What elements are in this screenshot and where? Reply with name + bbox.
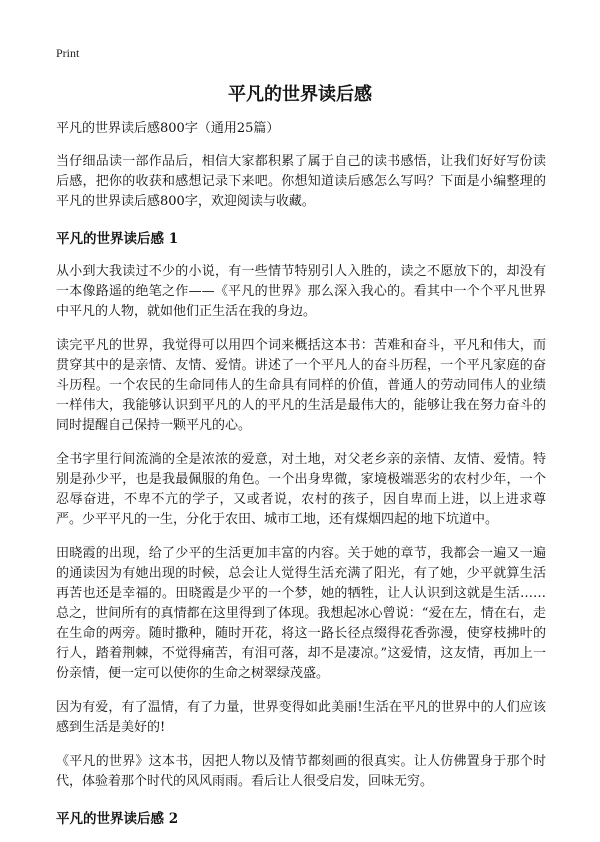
section-1-paragraph-5: 因为有爱，有了温情，有了力量，世界变得如此美丽!生活在平凡的世界中的人们应该感到生活是美好的!	[56, 700, 546, 735]
document-title: 平凡的世界读后感	[228, 84, 372, 105]
document-subtitle: 平凡的世界读后感800字（通用25篇）	[56, 121, 280, 136]
document-body	[56, 120, 546, 842]
section-heading-1: 平凡的世界读后感 1	[56, 231, 179, 247]
section-1-paragraph-2: 读完平凡的世界，我觉得可以用四个词来概括这本书：苦难和奋斗，平凡和伟大，而贯穿其中的是亲情、友情、爱情。讲述了一个平凡人的奋斗历程，一个平凡家庭的奋斗历程。一个农民的生命同伟人的生命具有同样的价值，普通人的劳动同伟人的业绩一样伟大，我能够认识到平凡的人的平凡的生活是最伟大的，能够让我在努力奋斗的同时提醒自己保持一颗平凡的心。	[56, 338, 546, 433]
intro-paragraph: 当仔细品读一部作品后，相信大家都积累了属于自己的读书感悟，让我们好好写份读后感，把你的收获和感想记录下来吧。你想知道读后感怎么写吗？下面是小编整理的平凡的世界读后感800字，欢迎阅读与收藏。	[56, 154, 546, 209]
section-1-paragraph-6: 《平凡的世界》这本书，因把人物以及情节都刻画的很真实。让人仿佛置身于那个时代，体验着那个时代的风风雨雨。看后让人很受启发，回味无穷。	[56, 754, 546, 789]
print-link[interactable]: Print	[56, 46, 80, 60]
section-heading-2: 平凡的世界读后感 2	[56, 811, 179, 827]
section-1-paragraph-1: 从小到大我读过不少的小说，有一些情节特别引人入胜的，读之不愿放下的，却没有一本像路遥的绝笔之作——《平凡的世界》那么深入我心的。看其中一个个平凡世界中平凡的人物，就如他们正生活在我的身边。	[56, 264, 546, 319]
section-1-paragraph-4: 田晓霞的出现，给了少平的生活更加丰富的内容。关于她的章节，我都会一遍又一遍的通读因为有她出现的时候，总会让人觉得生活充满了阳光，有了她，少平就算生活再苦也还是幸福的。田晓霞是少平的一个梦，她的牺牲，让人认识到这就是生活……总之，世间所有的真情都在这里得到了体现。我想起冰心曾说：“爱在左，情在右，走在生命的两旁。随时撒种，随时开花，将这一路长径点缀得花香弥漫，使穿枝拂叶的行人，踏着荆棘，不觉得痛苦，有泪可落，却不是凄凉。”这爱情，这友情，再加上一份亲情，便一定可以使你的生命之树翠绿茂盛。	[56, 546, 546, 681]
section-1-paragraph-3: 全书字里行间流淌的全是浓浓的爱意，对土地，对父老乡亲的亲情、友情、爱情。特别是孙少平，也是我最佩服的角色。一个出身卑微，家境极端恶劣的农村少年，一个忍辱奋进，不卑不亢的学子，又或者说，农村的孩子，因自卑而上进，以上进求尊严。少平平凡的一生，分化于农田、城市工地，还有煤烟四起的地下坑道中。	[56, 452, 546, 527]
